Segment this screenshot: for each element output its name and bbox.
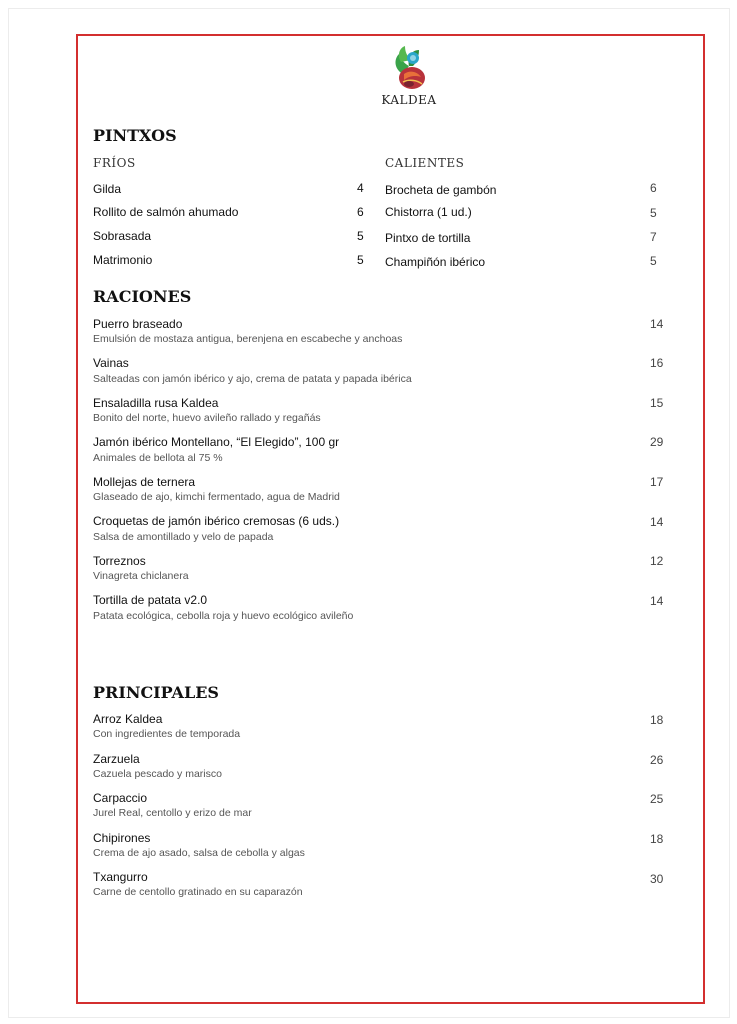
brand-logo	[379, 44, 439, 112]
calientes-item-name: Pintxo de tortilla	[385, 231, 471, 245]
principales-item-desc: Cazuela pescado y marisco	[93, 768, 222, 780]
raciones-item-name: Ensaladilla rusa Kaldea	[93, 396, 219, 410]
principales-item-price: 18	[650, 832, 664, 846]
principales-item-price: 25	[650, 792, 664, 806]
raciones-item-name: Mollejas de ternera	[93, 475, 196, 489]
frios-item-name: Rollito de salmón ahumado	[93, 205, 239, 219]
raciones-item-price: 14	[650, 594, 664, 608]
frios-item-price: 4	[357, 181, 364, 195]
frios-item-name: Gilda	[93, 182, 122, 196]
calientes-item-name: Champiñón ibérico	[385, 255, 486, 269]
principales-item-desc: Jurel Real, centollo y erizo de mar	[93, 807, 252, 819]
frios-item-name: Sobrasada	[93, 229, 152, 243]
frios-item-price: 5	[357, 229, 364, 243]
raciones-item-name: Puerro braseado	[93, 317, 183, 331]
calientes-item-price: 6	[650, 181, 657, 195]
raciones-item-name: Tortilla de patata v2.0	[93, 593, 208, 607]
principales-item-name: Chipirones	[93, 831, 151, 845]
frios-item-price: 5	[357, 253, 364, 267]
principales-item-name: Zarzuela	[93, 752, 140, 766]
calientes-item-price: 5	[650, 206, 657, 220]
raciones-item-price: 14	[650, 317, 664, 331]
section-title-pintxos: PINTXOS	[93, 126, 177, 145]
raciones-item-desc: Glaseado de ajo, kimchi fermentado, agua de Madrid	[93, 491, 340, 503]
raciones-item-desc: Patata ecológica, cebolla roja y huevo ecológico avileño	[93, 610, 354, 622]
principales-item-price: 18	[650, 713, 664, 727]
raciones-item-name: Jamón ibérico Montellano, “El Elegido”, 100 gr	[93, 435, 340, 449]
raciones-item-desc: Emulsión de mostaza antigua, berenjena en escabeche y anchoas	[93, 333, 403, 345]
raciones-item-price: 12	[650, 554, 664, 568]
raciones-item-desc: Vinagreta chiclanera	[93, 570, 189, 582]
principales-item-name: Arroz Kaldea	[93, 712, 163, 726]
calientes-item-name: Chistorra (1 ud.)	[385, 205, 472, 219]
raciones-item-desc: Salteadas con jamón ibérico y ajo, crema de patata y papada ibérica	[93, 373, 412, 385]
principales-item-price: 26	[650, 753, 664, 767]
frios-item-price: 6	[357, 205, 364, 219]
raciones-item-price: 29	[650, 435, 664, 449]
principales-item-price: 30	[650, 872, 664, 886]
raciones-item-name: Vainas	[93, 356, 129, 370]
raciones-item-name: Croquetas de jamón ibérico cremosas (6 uds.)	[93, 514, 340, 528]
brand-name: KALDEA	[381, 93, 437, 107]
principales-item-desc: Crema de ajo asado, salsa de cebolla y algas	[93, 847, 305, 859]
raciones-item-desc: Animales de bellota al 75 %	[93, 452, 223, 464]
section-title-raciones: RACIONES	[93, 287, 192, 306]
subhead-calientes: CALIENTES	[385, 156, 465, 170]
principales-item-desc: Con ingredientes de temporada	[93, 728, 241, 740]
raciones-item-desc: Salsa de amontillado y velo de papada	[93, 531, 274, 543]
section-title-principales: PRINCIPALES	[93, 683, 219, 702]
calientes-item-price: 5	[650, 254, 657, 268]
principales-item-name: Txangurro	[93, 870, 148, 884]
raciones-item-price: 15	[650, 396, 664, 410]
raciones-item-desc: Bonito del norte, huevo avileño rallado y regañás	[93, 412, 321, 424]
raciones-item-price: 17	[650, 475, 664, 489]
raciones-item-name: Torreznos	[93, 554, 146, 568]
kaldea-emblem-icon	[389, 44, 429, 92]
principales-item-desc: Carne de centollo gratinado en su caparazón	[93, 886, 303, 898]
raciones-item-price: 16	[650, 356, 664, 370]
frios-item-name: Matrimonio	[93, 253, 153, 267]
subhead-frios: FRÍOS	[93, 156, 136, 170]
calientes-item-name: Brocheta de gambón	[385, 183, 497, 197]
principales-item-name: Carpaccio	[93, 791, 148, 805]
raciones-item-price: 14	[650, 515, 664, 529]
calientes-item-price: 7	[650, 230, 657, 244]
